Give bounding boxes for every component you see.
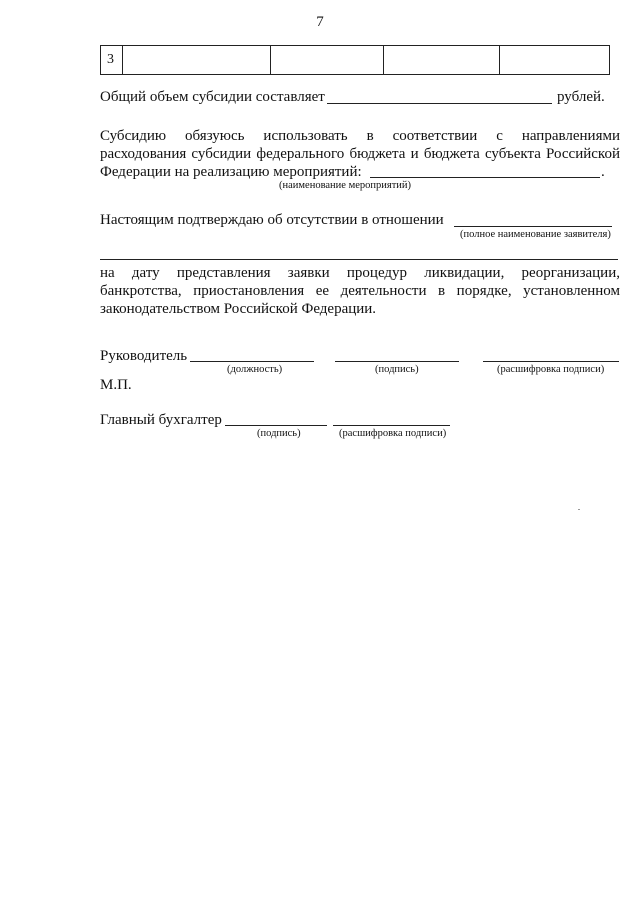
activities-caption: (наименование мероприятий) xyxy=(279,180,412,191)
table-cell xyxy=(271,46,384,74)
head-signature-decoding-field[interactable] xyxy=(483,361,619,362)
confirmation-para-line-1: на дату представления заявки процедур ликвидации, реорганизации, xyxy=(100,265,620,281)
subsidy-amount-field[interactable] xyxy=(327,103,552,104)
accountant-signature-caption: (подпись) xyxy=(257,428,301,439)
subsidy-currency-label: рублей. xyxy=(557,89,605,105)
head-signature-caption: (подпись) xyxy=(375,364,419,375)
head-signature-field[interactable] xyxy=(335,361,459,362)
table-row xyxy=(101,46,609,74)
stamp-label: М.П. xyxy=(100,377,132,393)
applicant-caption: (полное наименование заявителя) xyxy=(460,229,611,240)
head-label: Руководитель xyxy=(100,348,188,364)
activities-name-field[interactable] xyxy=(370,177,600,178)
commitment-line-3-end: . xyxy=(601,164,605,180)
head-position-caption: (должность) xyxy=(227,364,283,375)
accountant-signature-field[interactable] xyxy=(225,425,327,426)
table-cell-number: 3 xyxy=(101,46,123,74)
applicant-name-field[interactable] xyxy=(454,226,612,227)
accountant-decoding-caption: (расшифровка подписи) xyxy=(339,428,447,439)
table-cell xyxy=(500,46,609,74)
table-cell xyxy=(123,46,271,74)
confirmation-para-line-3: законодательством Российской Федерации. xyxy=(100,301,377,317)
subsidy-total-label: Общий объем субсидии составляет xyxy=(100,89,325,105)
table-fragment xyxy=(100,45,610,75)
commitment-line-2: расходования субсидии федерального бюджета и бюджета субъекта Российской xyxy=(100,146,620,162)
page-number: 7 xyxy=(316,14,324,30)
head-decoding-caption: (расшифровка подписи) xyxy=(497,364,605,375)
head-position-field[interactable] xyxy=(190,361,314,362)
table-cell xyxy=(384,46,500,74)
confirmation-line-1: Настоящим подтверждаю об отсутствии в отношении xyxy=(100,212,444,228)
commitment-line-1: Субсидию обязуюсь использовать в соответствии с направлениями xyxy=(100,128,620,144)
confirmation-para-line-2: банкротства, приостановления ее деятельности в порядке, установленном xyxy=(100,283,620,299)
commitment-line-3: Федерации на реализацию мероприятий: xyxy=(100,164,362,180)
scan-speck xyxy=(578,509,580,510)
accountant-label: Главный бухгалтер xyxy=(100,412,222,428)
applicant-name-continuation-field[interactable] xyxy=(100,259,618,260)
accountant-signature-decoding-field[interactable] xyxy=(333,425,450,426)
